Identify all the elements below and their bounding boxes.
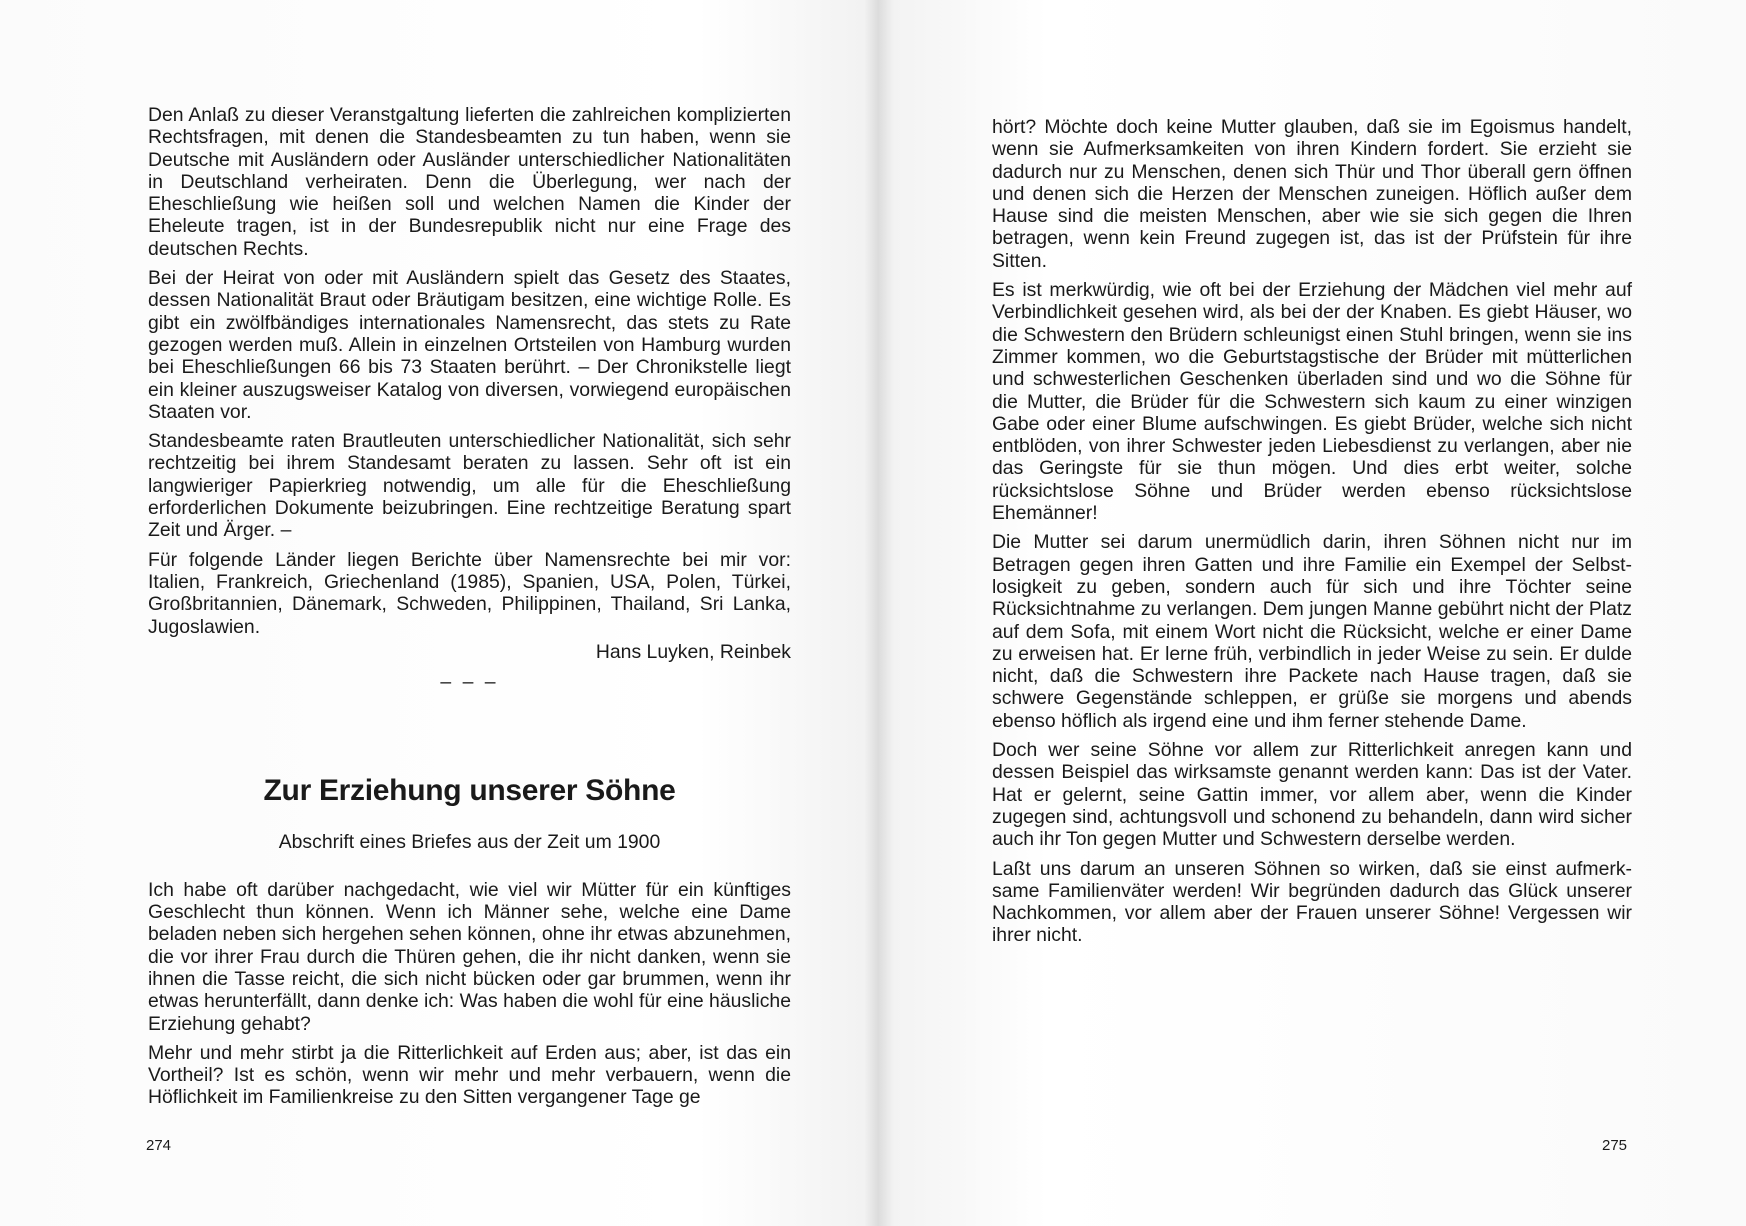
author-signature: Hans Luyken, Reinbek	[595, 640, 791, 663]
section-separator: – – –	[440, 671, 499, 694]
page-number: 275	[1602, 1137, 1628, 1154]
paragraph: Bei der Heirat von oder mit Ausländern spielt das Gesetz des Staates, dessen Nationalität Braut oder Bräutigam besitzen, eine wichtige Rolle. Es gibt ein zwölfbändiges internationales Namensrecht, das stets zu Rate gezogen werden muß. Allein in einzelnen Ortsteilen von Hamburg wurden bei Eheschließungen 66 bis 73 Staaten berührt. – Der Chronikstelle liegt ein kleiner auszugsweiser Katalog von diversen, vorwiegend europäischen Staaten vor.	[148, 267, 791, 423]
paragraph: Ich habe oft darüber nachgedacht, wie viel wir Mütter für ein künftiges Geschlecht thun können. Wenn ich Männer sehe, welche eine Dame beladen neben sich hergehen sehen können, ohne ihr etwas abzunehmen, die vor ihrer Frau durch die Thüren gehen, die ihr nicht danken, wenn sie ihnen die Tasse reicht, die sich nicht bücken oder gar brummen, wenn ihr etwas herunterfällt, dann denke ich: Was haben die wohl für eine häusliche Erziehung gehabt?	[148, 878, 791, 1035]
right-page	[872, 0, 1746, 1226]
article-title: Zur Erziehung unserer Söhne	[263, 774, 676, 808]
paragraph: Mehr und mehr stirbt ja die Ritterlichkeit auf Erden aus; aber, ist das ein Vortheil? Ist es schön, wenn wir mehr und mehr verbauern, wenn die Höflichkeit im Familienkreise zu den Sitten vergangener Tage ge	[148, 1041, 791, 1109]
right-text-column	[992, 116, 1632, 954]
paragraph: Laßt uns darum an unseren Söhnen so wirken, daß sie einst aufmerksame Familienväter werden! Wir begründen dadurch das Glück unserer Nachkommen, vor allem aber der Frauen unserer Söhne! Vergessen wir ihrer nicht.	[992, 857, 1632, 947]
page-number: 274	[146, 1137, 172, 1154]
paragraph: Standesbeamte raten Brautleuten unterschiedlicher Nationalität, sich sehr rechtzeitig bei ihrem Standesamt beraten zu lassen. Sehr oft ist ein langwieriger Papierkrieg notwendig, um alle für die Eheschließung erforderlichen Dokumente beizubringen. Eine rechtzeitige Beratung spart Zeit und Ärger. –	[148, 430, 791, 542]
paragraph: Doch wer seine Söhne vor allem zur Ritterlichkeit anregen kann und dessen Beispiel das wirksamste genannt werden kann: Das ist der Vater. Hat er gelernt, seine Gattin immer, vor allem aber, wenn die Kinder zugegen sind, achtungsvoll und schonend zu behandeln, dann wird sicher auch ihr Ton gegen Mutter und Schwestern derselbe werden.	[992, 739, 1632, 851]
paragraph: Es ist merkwürdig, wie oft bei der Erziehung der Mädchen viel mehr auf Verbindlichkeit gesehen wird, als bei der der Knaben. Es giebt Häuser, wo die Schwestern den Brüdern schleunigst einen Stuhl bringen, wenn sie ins Zimmer kommen, wo die Geburtstagstische der Brüder mit mütterlichen und schwesterlichen Geschenken überladen sind und wo die Söhne für die Mutter, die Brüder für die Schwestern sich kaum zu einer winzigen Gabe oder einer Blume aufschwingen. Es giebt Brüder, welche sich nicht entblöden, von ihrer Schwester jeden Liebesdienst zu verlangen, aber nie das Geringste für sie thun mögen. Und dies erbt weiter, solche rücksichtslose Söhne und Brüder werden ebenso rücksichtslose Ehemänner!	[992, 279, 1632, 525]
paragraph: Den Anlaß zu dieser Veranstgaltung lieferten die zahlreichen komplizierten Rechtsfragen, mit denen die Standesbeamten zu tun haben, wenn sie Deutsche mit Ausländern oder Ausländer unterschiedlicher Nationalitäten in Deutschland verheiraten. Denn die Überlegung, wer nach der Eheschließung wie heißen soll und welchen Namen die Kinder der Eheleute tragen, ist in der Bundesrepublik nicht nur eine Frage des deutschen Rechts.	[148, 104, 791, 260]
left-text-column	[148, 104, 791, 1116]
paragraph: Für folgende Länder liegen Berichte über Namensrechte bei mir vor: Italien, Frankreich, Griechenland (1985), Spanien, USA, Polen, Türkei, Großbritannien, Dänemark, Schweden, Philippinen, Thailand, Sri Lanka, Jugoslawien.	[148, 548, 791, 638]
article-subtitle: Abschrift eines Briefes aus der Zeit um 1900	[278, 831, 661, 854]
paragraph: Die Mutter sei darum unermüdlich darin, ihren Söhnen nicht nur im Betragen gegen ihren Gatten und ihre Familie ein Exempel der Selbstlosigkeit zu geben, sondern auch für sich und ihre Töchter seine Rücksichtnahme zu verlangen. Dem jungen Manne gebührt nicht der Platz auf dem Sofa, mit einem Wort nicht die Rücksicht, welche er einer Dame zu erweisen hat. Er lerne früh, verbindlich in jeder Weise zu sein. Er dulde nicht, daß die Schwestern ihre Packete nach Hause tragen, daß sie schwere Gegenstände schleppen, er grüße sie morgens und abends ebenso höflich als irgend eine und ihm ferner stehende Dame.	[992, 531, 1632, 732]
left-page	[0, 0, 872, 1226]
paragraph: hört? Möchte doch keine Mutter glauben, daß sie im Egoismus handelt, wenn sie Aufmerksamkeiten von ihren Kindern fordert. Sie erzieht sie dadurch nur zu Menschen, denen sich Thür und Thor überall gern öffnen und denen sich die Herzen der Menschen zuneigen. Höflich außer dem Hause sind die meisten Menschen, aber wie sie sich gegen die Ihren betragen, wenn kein Freund zugegen ist, das ist der Prüfstein für ihre Sitten.	[992, 116, 1632, 272]
